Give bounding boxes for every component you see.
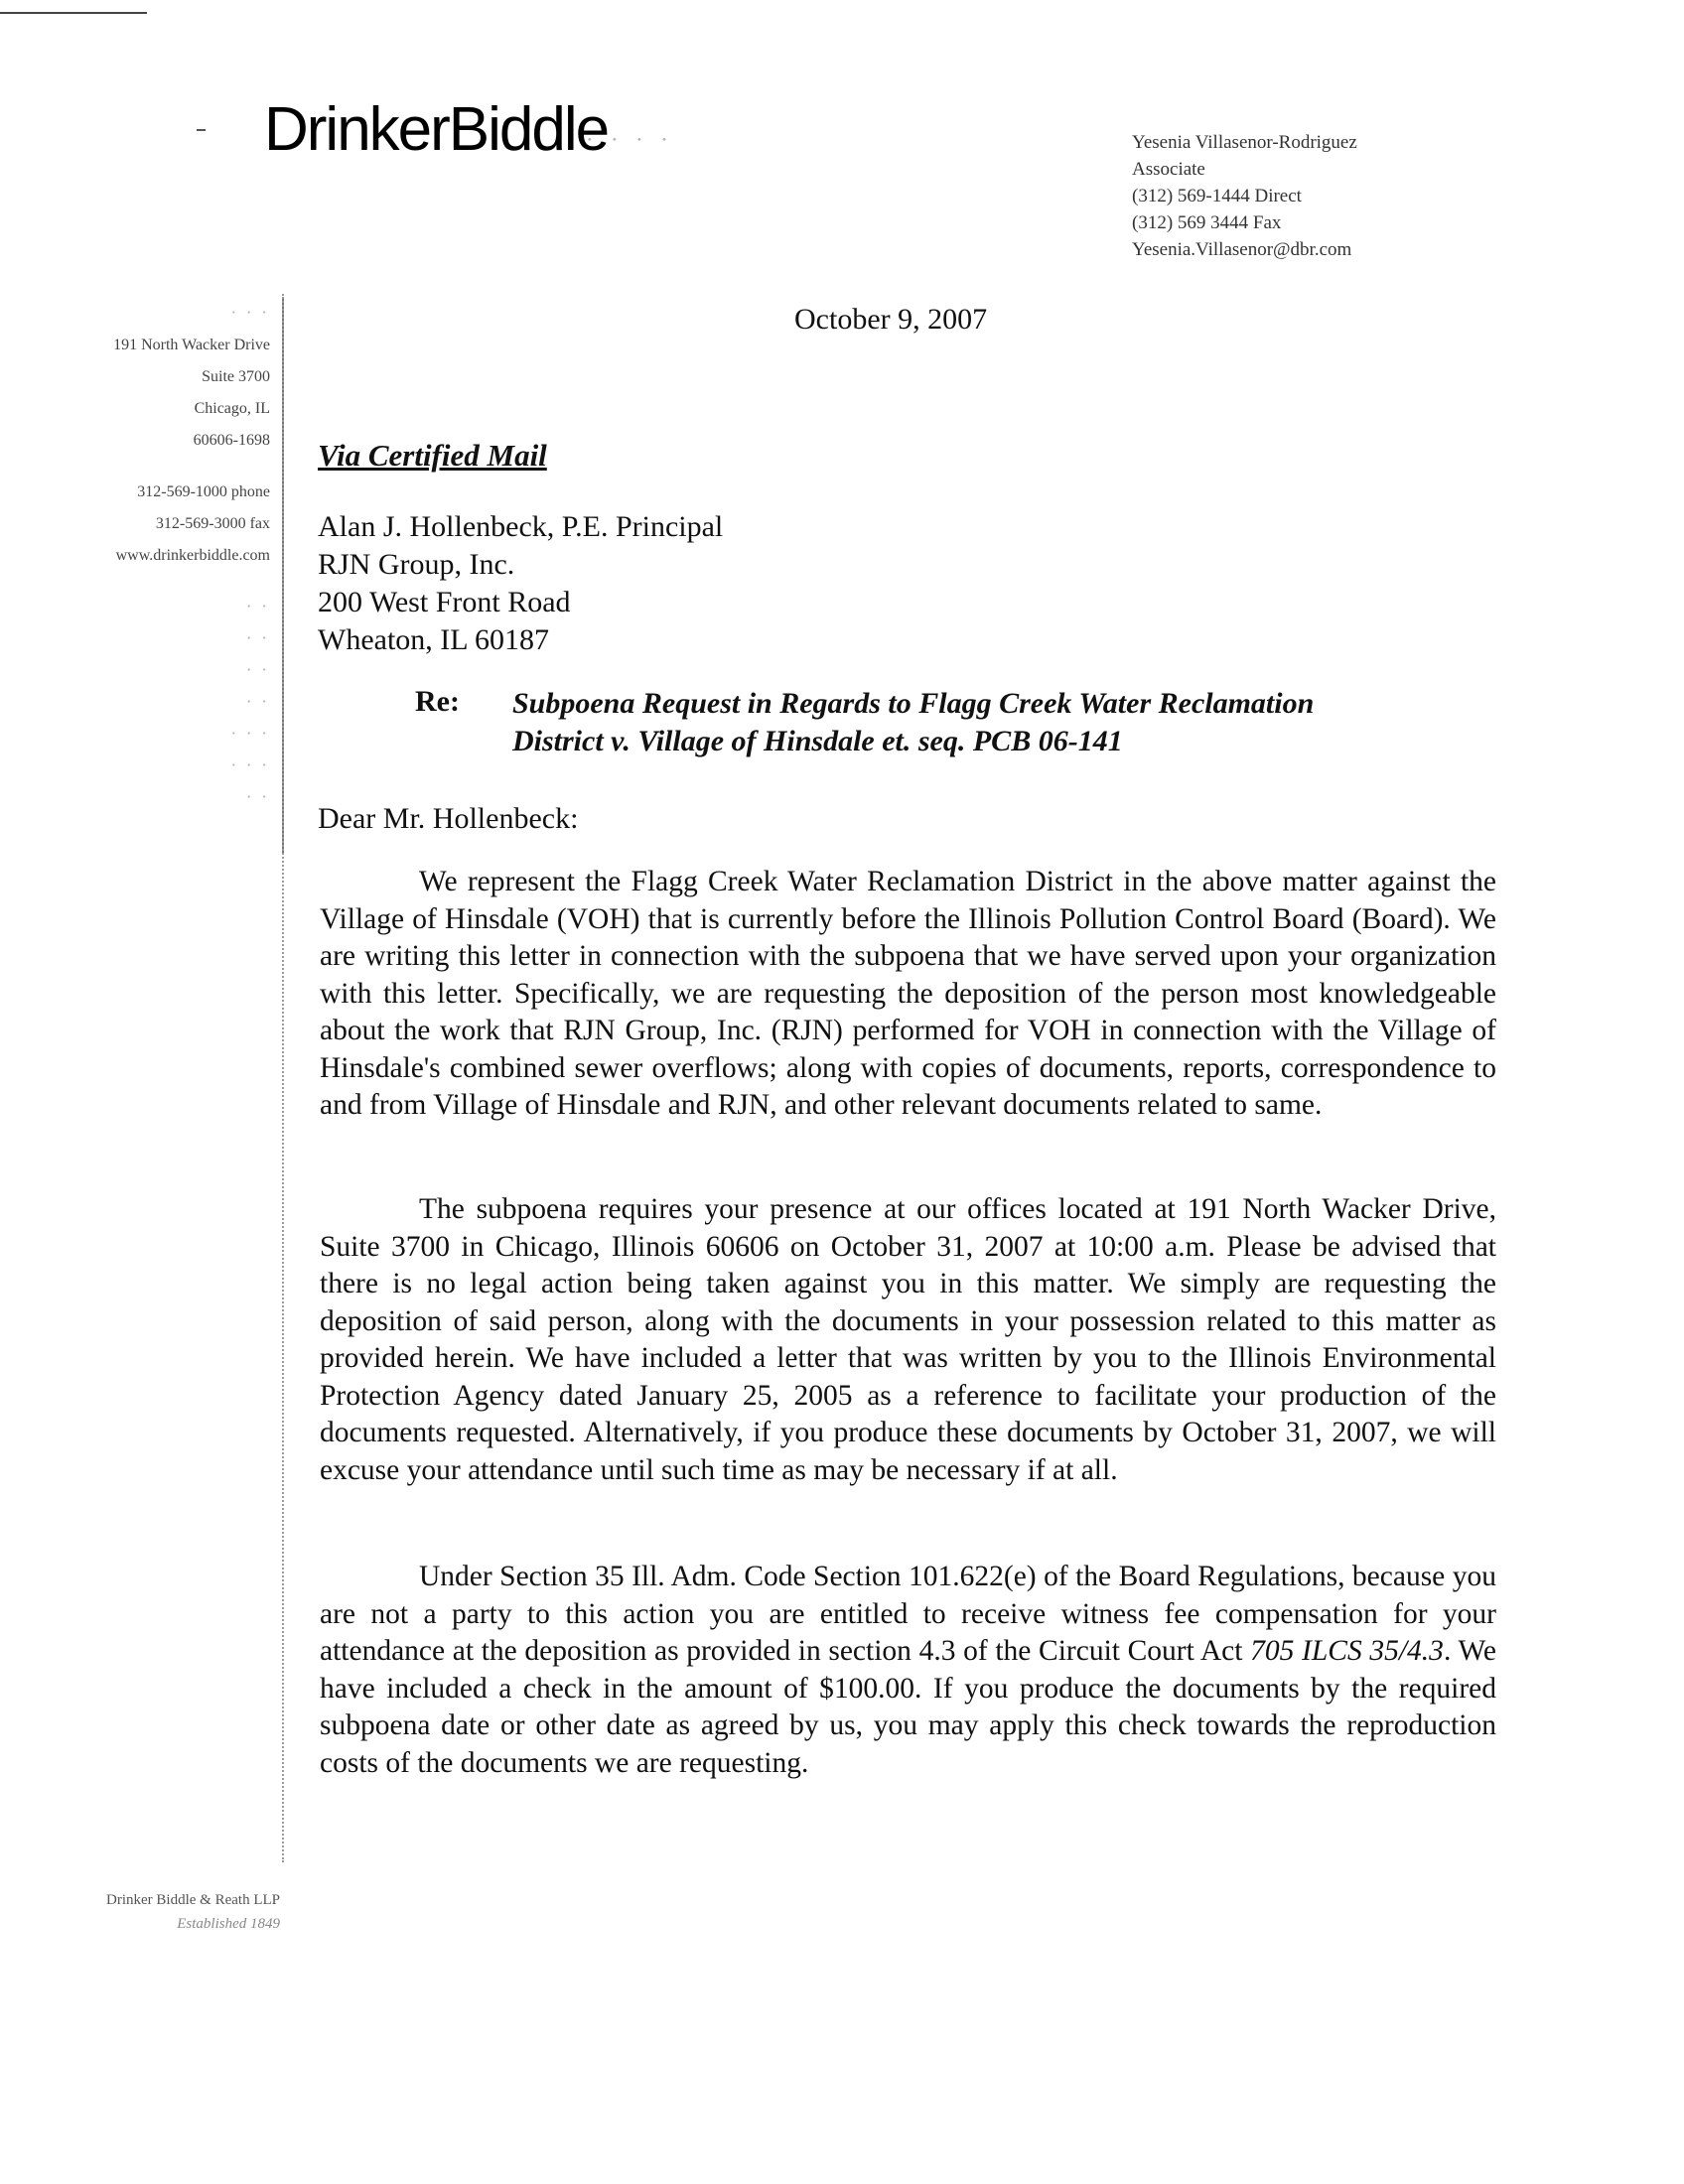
sidebar-faint-line: ⋅ ⋅ [246, 662, 270, 679]
re-label: Re: [415, 685, 460, 718]
sidebar-spacer [30, 572, 270, 592]
sidebar-office-info [30, 298, 270, 814]
corner-rule [0, 12, 147, 14]
footer-firm-name: Drinker Biddle & Reath LLP [106, 1892, 280, 1908]
recipient-line3: 200 West Front Road [318, 586, 571, 618]
re-subject-line2: District v. Village of Hinsdale et. seq. PCB 06-141 [512, 725, 1123, 757]
sidebar-faint-line: ⋅ ⋅ [246, 789, 270, 806]
sender-direct-phone: (312) 569-1444 Direct [1132, 186, 1302, 206]
sidebar-spacer [30, 457, 270, 477]
sidebar-address-line1: 191 North Wacker Drive [113, 337, 270, 353]
sidebar-address-line2: Suite 3700 [202, 368, 270, 385]
sidebar-faint-line: ⋅ ⋅ ⋅ [230, 757, 270, 774]
firm-logo: DrinkerBiddle [264, 95, 609, 164]
sidebar-website[interactable]: www.drinkerbiddle.com [115, 547, 270, 564]
salutation: Dear Mr. Hollenbeck: [318, 802, 579, 835]
sidebar-phone: 312-569-1000 phone [137, 483, 270, 500]
body-paragraph-3 [320, 1559, 1496, 1782]
re-subject-line1: Subpoena Request in Regards to Flagg Creek Water Reclamation [512, 687, 1315, 720]
statute-citation: 705 ILCS 35/4.3 [1250, 1635, 1444, 1667]
sender-title: Associate [1132, 159, 1205, 180]
sidebar-faint-line: ⋅ ⋅ [246, 694, 270, 711]
sidebar-faint-line: ⋅ ⋅ [246, 599, 270, 615]
letter-date: October 9, 2007 [794, 303, 988, 336]
delivery-method: Via Certified Mail [318, 438, 547, 473]
paragraph-3-text: Under Section 35 Ill. Adm. Code Section 101.622(e) of the Board Regulations, because you are not a party to this action you are entitled to receive witness fee compensation for your attendance at the deposition as provided in section 4.3 of the Circuit Court Act [320, 1561, 1496, 1667]
recipient-line1: Alan J. Hollenbeck, P.E. Principal [318, 510, 724, 543]
sidebar-faint-line: ⋅ ⋅ ⋅ [230, 726, 270, 743]
sender-fax: (312) 569 3444 Fax [1132, 212, 1282, 233]
sidebar-faint-line: ⋅ ⋅ [246, 630, 270, 647]
sender-block [1132, 129, 1357, 263]
dash-mark [197, 129, 206, 131]
sidebar-address-line3: Chicago, IL [194, 400, 270, 417]
body-paragraph-1: We represent the Flagg Creek Water Reclamation District in the above matter against the Village of Hinsdale (VOH) that is currently before the Illinois Pollution Control Board (Board). We are writing this letter in connection with the subpoena that we have served upon your organization with this letter. Specifically, we are requesting the deposition of the person most knowledgeable about the work that RJN Group, Inc. (RJN) performed for VOH in connection with the Village of Hinsdale's combined sewer overflows; along with copies of documents, reports, correspondence to and from Village of Hinsdale and RJN, and other relevant documents related to same. [320, 866, 1496, 1121]
sidebar-divider-dotted [282, 294, 284, 1862]
sidebar-address-line4: 60606-1698 [193, 432, 270, 449]
sender-email[interactable]: Yesenia.Villasenor@dbr.com [1132, 239, 1352, 260]
sidebar-faint-line: ⋅ ⋅ ⋅ [230, 305, 270, 322]
footer-established: Established 1849 [177, 1916, 280, 1932]
sidebar-fax: 312-569-3000 fax [155, 515, 270, 532]
footer-firm-info [40, 1888, 280, 1936]
body-paragraph-2: The subpoena requires your presence at our offices located at 191 North Wacker Drive, Suite 3700 in Chicago, Illinois 60606 on October 31, 2007 at 10:00 a.m. Please be advised that there is no legal action being taken against you in this matter. We simply are requesting the deposition of said person, along with the documents in your possession related to this matter as provided herein. We have included a letter that was written by you to the Illinois Environmental Protection Agency dated January 25, 2005 as a reference to facilitate your production of the documents requested. Alternatively, if you produce these documents by October 31, 2007, we will excuse your attendance until such time as may be necessary if at all. [320, 1193, 1496, 1486]
sender-name: Yesenia Villasenor-Rodriguez [1132, 132, 1357, 153]
recipient-line2: RJN Group, Inc. [318, 548, 515, 581]
recipient-line4: Wheaton, IL 60187 [318, 623, 549, 656]
logo-smudge: ⋅ ⋅ ⋅ ⋅ [586, 127, 674, 152]
recipient-address [318, 508, 723, 659]
re-subject [512, 685, 1466, 760]
paragraph-3-text-cont: . We have included a check in the amount of $100.00. If you produce the documents by the required subpoena date or other date as agreed by us, you may apply this check towards the reproduction costs of the documents we are requesting. [320, 1635, 1497, 1779]
